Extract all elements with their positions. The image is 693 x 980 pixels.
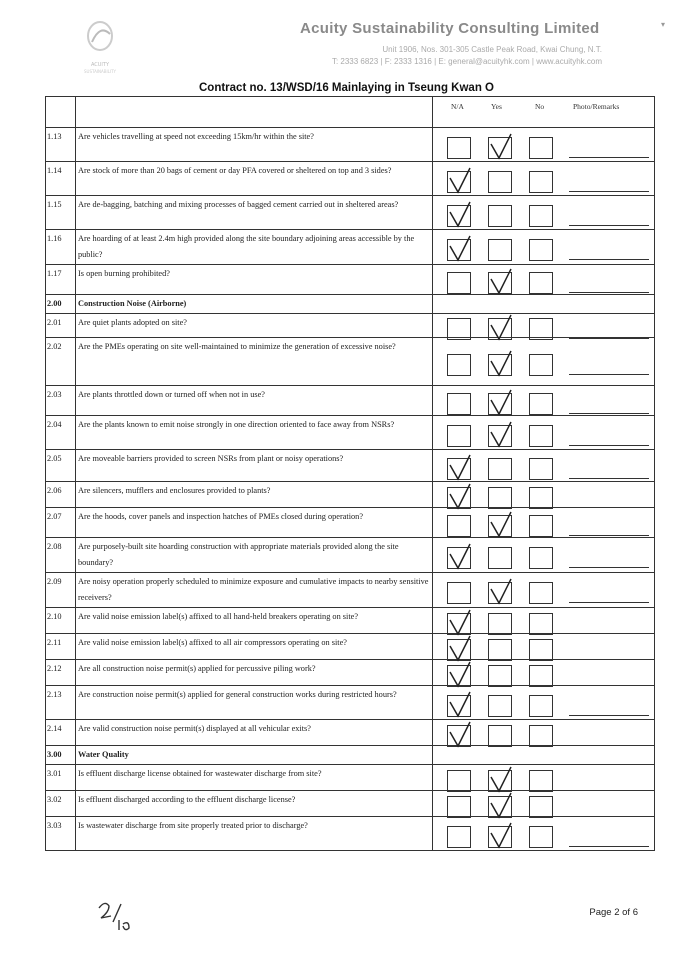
remarks-line[interactable] — [569, 292, 649, 293]
item-question: Are stock of more than 20 bags of cement or day PFA covered or sheltered on top and 3 sides? — [76, 162, 433, 196]
item-question: Are vehicles travelling at speed not exceeding 15km/hr within the site? — [76, 128, 433, 162]
checkbox-na[interactable] — [447, 639, 471, 661]
checkbox-no[interactable] — [529, 205, 553, 227]
checkbox-na[interactable] — [447, 272, 471, 294]
checkbox-na[interactable] — [447, 725, 471, 747]
remarks-line[interactable] — [569, 157, 649, 158]
checkbox-yes[interactable] — [488, 354, 512, 376]
item-number: 2.05 — [46, 450, 76, 482]
item-number: 2.00 — [46, 295, 76, 314]
remarks-line[interactable] — [569, 846, 649, 847]
checkbox-na[interactable] — [447, 515, 471, 537]
checkbox-no[interactable] — [529, 239, 553, 261]
checkbox-na[interactable] — [447, 393, 471, 415]
svg-text:SUSTAINABILITY: SUSTAINABILITY — [83, 69, 117, 74]
checklist-row — [46, 128, 655, 162]
item-number: 3.03 — [46, 817, 76, 851]
item-question: Are hoarding of at least 2.4m high provided along the site boundary adjoining areas accessible by the public? — [76, 230, 433, 265]
remarks-line[interactable] — [569, 413, 649, 414]
item-question: Construction Noise (Airborne) — [76, 295, 433, 314]
checkbox-na[interactable] — [447, 770, 471, 792]
checklist-row — [46, 538, 655, 573]
checkbox-no[interactable] — [529, 515, 553, 537]
item-number: 2.04 — [46, 416, 76, 450]
checkbox-yes[interactable] — [488, 796, 512, 818]
checkbox-na[interactable] — [447, 547, 471, 569]
checkbox-yes[interactable] — [488, 425, 512, 447]
check-mark-icon — [487, 821, 515, 851]
check-mark-icon — [487, 267, 515, 297]
checkbox-yes[interactable] — [488, 613, 512, 635]
checkbox-no[interactable] — [529, 826, 553, 848]
checklist-row — [46, 791, 655, 817]
remarks-line[interactable] — [569, 715, 649, 716]
checkbox-yes[interactable] — [488, 639, 512, 661]
page-number: Page 2 of 6 — [589, 907, 638, 918]
checklist-row — [46, 162, 655, 196]
item-number: 2.14 — [46, 720, 76, 746]
item-number: 3.00 — [46, 746, 76, 765]
item-question: Are silencers, mufflers and enclosures provided to plants? — [76, 482, 433, 508]
item-number: 3.01 — [46, 765, 76, 791]
check-mark-icon — [487, 349, 515, 379]
checklist-row — [46, 765, 655, 791]
column-na: N/A — [451, 102, 464, 111]
remarks-line[interactable] — [569, 602, 649, 603]
checkbox-na[interactable] — [447, 425, 471, 447]
item-question: Are valid noise emission label(s) affixed to all hand-held breakers operating on site? — [76, 608, 433, 634]
company-name: Acuity Sustainability Consulting Limited — [300, 20, 600, 37]
checkbox-yes[interactable] — [488, 770, 512, 792]
checkbox-no[interactable] — [529, 639, 553, 661]
checkbox-no[interactable] — [529, 272, 553, 294]
checklist-row — [46, 720, 655, 746]
item-question: Are plants throttled down or turned off when not in use? — [76, 386, 433, 416]
item-number: 3.02 — [46, 791, 76, 817]
checklist-table — [45, 96, 655, 851]
checkbox-yes[interactable] — [488, 665, 512, 687]
checklist-row — [46, 817, 655, 851]
column-yes: Yes — [491, 102, 502, 111]
section-header-row — [46, 295, 655, 314]
checklist-row — [46, 196, 655, 230]
checklist-row — [46, 386, 655, 416]
company-logo — [60, 16, 140, 76]
checklist-row — [46, 265, 655, 295]
checkbox-na[interactable] — [447, 458, 471, 480]
checkbox-no[interactable] — [529, 393, 553, 415]
checkbox-no[interactable] — [529, 613, 553, 635]
item-number: 2.02 — [46, 338, 76, 386]
check-mark-icon — [446, 690, 474, 720]
checkbox-no[interactable] — [529, 171, 553, 193]
remarks-line[interactable] — [569, 445, 649, 446]
item-number: 2.08 — [46, 538, 76, 573]
checklist-row — [46, 686, 655, 720]
handwritten-initials — [95, 898, 135, 934]
corner-mark: ▾ — [660, 20, 665, 29]
checkbox-yes[interactable] — [488, 205, 512, 227]
remarks-line[interactable] — [569, 374, 649, 375]
checklist-row — [46, 660, 655, 686]
checklist-row — [46, 508, 655, 538]
item-number: 2.09 — [46, 573, 76, 608]
item-number: 1.17 — [46, 265, 76, 295]
check-mark-icon — [446, 166, 474, 196]
item-number: 2.13 — [46, 686, 76, 720]
item-number: 2.03 — [46, 386, 76, 416]
checklist-row — [46, 634, 655, 660]
item-question: Is wastewater discharge from site properly treated prior to discharge? — [76, 817, 433, 851]
remarks-line[interactable] — [569, 259, 649, 260]
checkbox-yes[interactable] — [488, 458, 512, 480]
checkbox-yes[interactable] — [488, 547, 512, 569]
item-question: Water Quality — [76, 746, 433, 765]
remarks-line[interactable] — [569, 225, 649, 226]
item-question: Are valid noise emission label(s) affixed to all air compressors operating on site? — [76, 634, 433, 660]
checkbox-yes[interactable] — [488, 515, 512, 537]
checklist-row — [46, 608, 655, 634]
column-no: No — [535, 102, 545, 111]
item-number: 1.16 — [46, 230, 76, 265]
section-header-row — [46, 746, 655, 765]
checkbox-no[interactable] — [529, 665, 553, 687]
checkbox-na[interactable] — [447, 695, 471, 717]
check-mark-icon — [446, 234, 474, 264]
checkbox-na[interactable] — [447, 582, 471, 604]
check-mark-icon — [487, 420, 515, 450]
item-question: Are construction noise permit(s) applied for general construction works during restricted hours? — [76, 686, 433, 720]
item-question: Are moveable barriers provided to screen NSRs from plant or noisy operations? — [76, 450, 433, 482]
checkbox-na[interactable] — [447, 239, 471, 261]
checkbox-yes[interactable] — [488, 239, 512, 261]
checkbox-na[interactable] — [447, 205, 471, 227]
checkbox-no[interactable] — [529, 725, 553, 747]
item-question: Are quiet plants adopted on site? — [76, 314, 433, 338]
checkbox-no[interactable] — [529, 458, 553, 480]
remarks-line[interactable] — [569, 191, 649, 192]
checkbox-na[interactable] — [447, 665, 471, 687]
item-number: 1.13 — [46, 128, 76, 162]
item-question: Are the hoods, cover panels and inspection hatches of PMEs closed during operation? — [76, 508, 433, 538]
checkbox-yes[interactable] — [488, 487, 512, 509]
item-question: Is open burning prohibited? — [76, 265, 433, 295]
checkbox-no[interactable] — [529, 796, 553, 818]
checkbox-na[interactable] — [447, 487, 471, 509]
remarks-line[interactable] — [569, 567, 649, 568]
item-number: 2.12 — [46, 660, 76, 686]
remarks-line[interactable] — [569, 478, 649, 479]
item-question: Are de-bagging, batching and mixing processes of bagged cement carried out in sheltered areas? — [76, 196, 433, 230]
checkbox-no[interactable] — [529, 137, 553, 159]
checkbox-no[interactable] — [529, 547, 553, 569]
item-number: 1.14 — [46, 162, 76, 196]
checkbox-yes[interactable] — [488, 582, 512, 604]
item-question: Are the plants known to emit noise strongly in one direction oriented to face away from NSRs? — [76, 416, 433, 450]
checkbox-no[interactable] — [529, 582, 553, 604]
checkbox-no[interactable] — [529, 425, 553, 447]
svg-text:ACUITY: ACUITY — [90, 62, 110, 68]
company-address: Unit 1906, Nos. 301-305 Castle Peak Road, Kwai Chung, N.T. T: 2333 6823 | F: 2333 1316 | E: general@acuityhk.com | www.acuityhk.com — [331, 45, 602, 66]
checkbox-no[interactable] — [529, 695, 553, 717]
item-number: 1.15 — [46, 196, 76, 230]
remarks-line[interactable] — [569, 535, 649, 536]
item-number: 2.10 — [46, 608, 76, 634]
item-number: 2.06 — [46, 482, 76, 508]
checkbox-na[interactable] — [447, 354, 471, 376]
checklist-row — [46, 450, 655, 482]
item-number: 2.01 — [46, 314, 76, 338]
checkbox-yes[interactable] — [488, 826, 512, 848]
document-title: Contract no. 13/WSD/16 Mainlaying in Tseung Kwan O — [199, 82, 494, 94]
check-mark-icon — [487, 388, 515, 418]
item-question: Are noisy operation properly scheduled to minimize exposure and cumulative impacts to nearby sensitive receivers? — [76, 573, 433, 608]
checkbox-na[interactable] — [447, 826, 471, 848]
checkbox-yes[interactable] — [488, 137, 512, 159]
item-question: Are purposely-built site hoarding construction with appropriate materials provided along the site boundary? — [76, 538, 433, 573]
checkbox-yes[interactable] — [488, 171, 512, 193]
item-number: 2.07 — [46, 508, 76, 538]
checkbox-yes[interactable] — [488, 272, 512, 294]
checkbox-no[interactable] — [529, 770, 553, 792]
check-mark-icon — [446, 542, 474, 572]
checkbox-yes[interactable] — [488, 725, 512, 747]
checkbox-na[interactable] — [447, 137, 471, 159]
item-question: Is effluent discharged according to the effluent discharge license? — [76, 791, 433, 817]
checkbox-na[interactable] — [447, 796, 471, 818]
check-mark-icon — [487, 132, 515, 162]
check-mark-icon — [487, 577, 515, 607]
column-remarks: Photo/Remarks — [573, 102, 620, 111]
checkbox-na[interactable] — [447, 171, 471, 193]
checklist-row — [46, 230, 655, 265]
item-number: 2.11 — [46, 634, 76, 660]
item-question: Is effluent discharge license obtained for wastewater discharge from site? — [76, 765, 433, 791]
check-mark-icon — [446, 200, 474, 230]
checklist-row — [46, 482, 655, 508]
checkbox-yes[interactable] — [488, 695, 512, 717]
checkbox-no[interactable] — [529, 354, 553, 376]
checkbox-no[interactable] — [529, 487, 553, 509]
item-question: Are the PMEs operating on site well-maintained to minimize the generation of excessive noise? — [76, 338, 433, 386]
table-header-row — [46, 97, 655, 128]
check-mark-icon — [446, 453, 474, 483]
item-question: Are valid construction noise permit(s) displayed at all vehicular exits? — [76, 720, 433, 746]
checkbox-yes[interactable] — [488, 393, 512, 415]
checklist-row — [46, 416, 655, 450]
checklist-row — [46, 314, 655, 338]
checklist-row — [46, 338, 655, 386]
checkbox-na[interactable] — [447, 613, 471, 635]
check-mark-icon — [487, 510, 515, 540]
item-question: Are all construction noise permit(s) applied for percussive piling work? — [76, 660, 433, 686]
checklist-row — [46, 573, 655, 608]
